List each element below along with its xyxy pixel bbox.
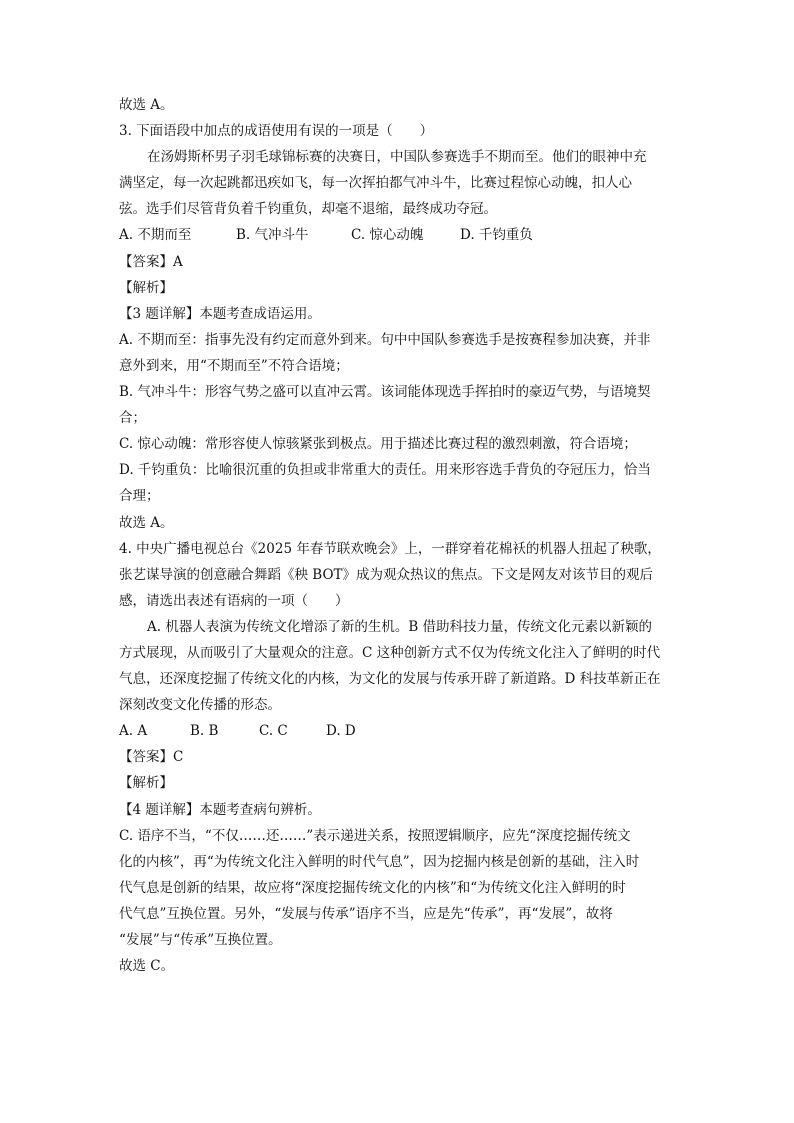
q3-explanation-line: 意外到来，用“不期而至”不符合语境； [119,357,349,374]
q3-answer: 【答案】A [119,253,183,270]
document-body [119,92,679,979]
q4-analysis-heading: 【解析】 [119,775,173,792]
q3-explanation-line: C. 惊心动魄：常形容使人惊骇紧张到极点。用于描述比赛过程的激烈刺激，符合语境； [119,436,637,453]
q3-option-d: D. 千钧重负 [460,227,533,244]
q4-passage-line: 方式展现，从而吸引了大量观众的注意。C 这种创新方式不仅为传统文化注入了鲜明的时代 [119,644,661,661]
q4-passage-line: A. 机器人表演为传统文化增添了新的生机。B 借助科技力量，传统文化元素以新颖的 [147,618,653,635]
q3-explanation-line: 【3 题详解】本题考查成语运用。 [119,305,321,322]
q4-option-d: D. D [326,723,356,740]
q4-explanation-line: C. 语序不当，“不仅……还……”表示递进关系，按照逻辑顺序，应先“深度挖掘传统文 [119,827,631,844]
q4-explanation-line: 化的内核”，再“为传统文化注入鲜明的时代气息”，因为挖掘内核是创新的基础，注入时 [119,853,640,870]
q4-stem-line: 4. 中央广播电视总台《2025 年春节联欢晚会》上，一群穿着花棉袄的机器人扭起了秧歌， [119,540,661,557]
q3-stem: 3. 下面语段中加点的成语使用有误的一项是（ ） [119,123,434,140]
q4-option-a: A. A [119,723,148,740]
q3-analysis-heading: 【解析】 [119,279,173,296]
q3-explanation-line: 合； [119,410,146,427]
q4-explanation-line: 代气息是创新的结果，故应将“深度挖掘传统文化的内核”和“为传统文化注入鲜明的时 [119,879,626,896]
q4-answer: 【答案】C [119,749,184,766]
q3-option-c: C. 惊心动魄 [351,227,424,244]
q3-explanation-line: B. 气冲斗牛：形容气势之盛可以直冲云霄。该词能体现选手挥拍时的豪迈气势，与语境契 [119,384,651,401]
q4-option-b: B. B [190,723,219,740]
q3-option-a: A. 不期而至 [119,227,192,244]
q4-explanation-line: 【4 题详解】本题考查病句辨析。 [119,801,321,818]
q4-passage-line: 气息，还深度挖掘了传统文化的内核，为文化的发展与传承开辟了新道路。D 科技革新正在 [119,671,661,688]
q3-explanation-line: A. 不期而至：指事先没有约定而意外到来。句中中国队参赛选手是按赛程参加决赛，并非 [119,331,651,348]
q3-options [119,222,679,248]
q4-stem-line: 张艺谋导演的创意融合舞蹈《秧 BOT》成为观众热议的焦点。下文是网友对该节目的观后 [119,566,654,583]
q3-passage-line: 在汤姆斯杯男子羽毛球锦标赛的决赛日，中国队参赛选手不期而至。他们的眼神中充 [147,149,647,166]
q3-explanation-line: 合理； [119,488,160,505]
q3-conclusion: 故选 A。 [119,514,174,531]
q4-conclusion: 故选 C。 [119,958,175,975]
q4-passage-line: 深刻改变文化传播的形态。 [119,697,281,714]
q4-explanation-line: “发展”与“传承”互换位置。 [119,932,282,948]
q4-explanation-line: 代气息”互换位置。另外，“发展与传承”语序不当，应是先“传承”，再“发展”，故将 [119,905,613,922]
q3-option-b: B. 气冲斗牛 [236,227,309,244]
q4-option-c: C. C [259,723,288,740]
q3-passage-line: 弦。选手们尽管背负着千钧重负，却毫不退缩，最终成功夺冠。 [119,201,497,218]
q3-passage-line: 满坚定，每一次起跳都迅疾如飞，每一次挥拍都气冲斗牛，比赛过程惊心动魄，扣人心 [119,175,632,192]
q4-stem-line: 感，请选出表述有语病的一项（ ） [119,592,349,609]
q4-options [119,718,679,744]
q2-conclusion: 故选 A。 [119,97,174,113]
q3-explanation-line: D. 千钧重负：比喻很沉重的负担或非常重大的责任。用来形容选手背负的夺冠压力，恰当 [119,462,651,479]
